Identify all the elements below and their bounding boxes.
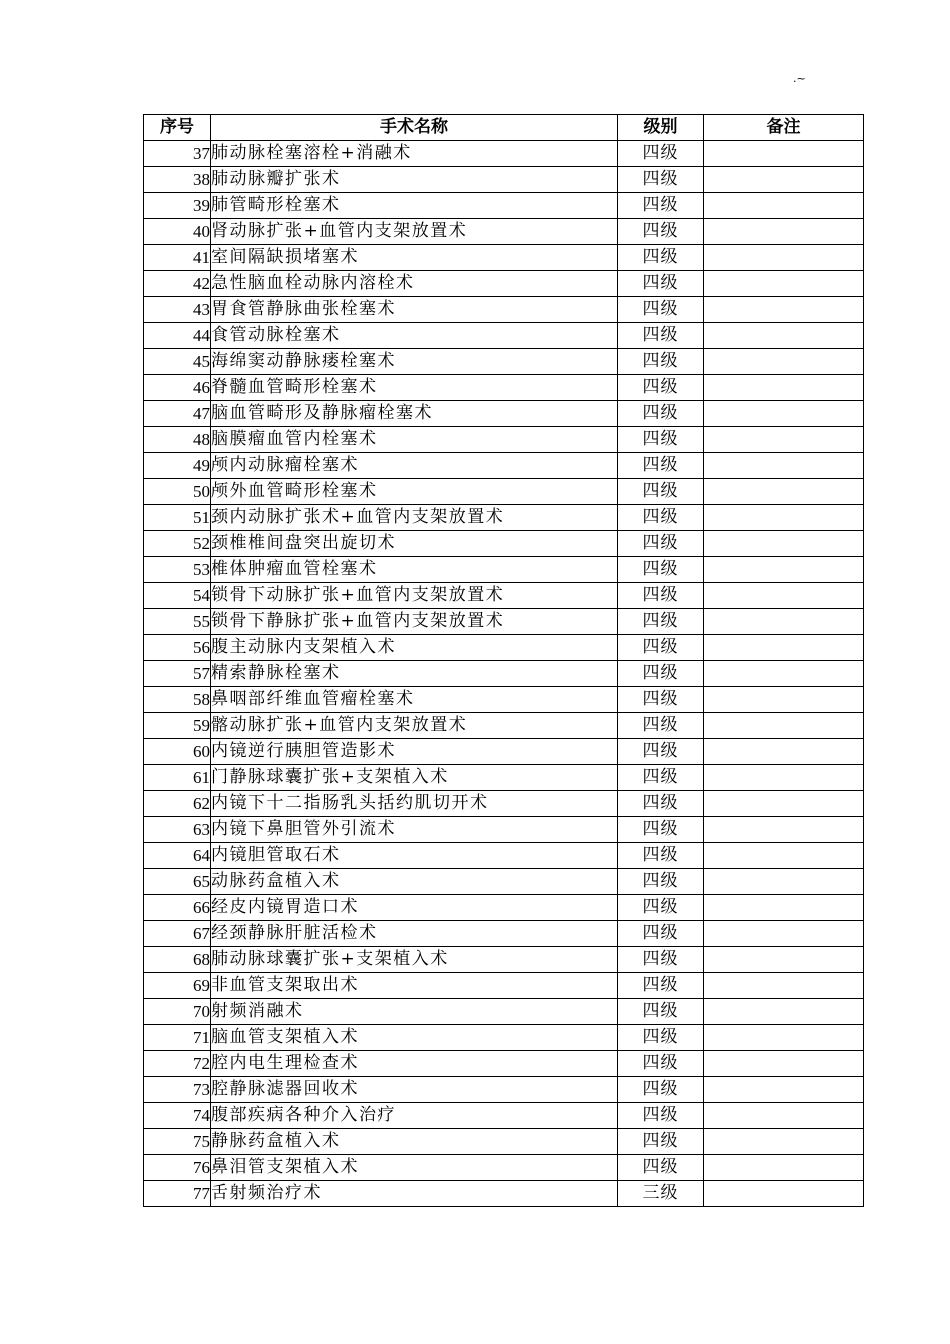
- table-row: [144, 1051, 864, 1077]
- cell-name: 脑血管畸形及静脉瘤栓塞术: [211, 401, 618, 427]
- table-row: [144, 375, 864, 401]
- cell-note: [704, 453, 864, 479]
- cell-level: 四级: [618, 739, 704, 765]
- table-row: [144, 453, 864, 479]
- cell-level: 四级: [618, 271, 704, 297]
- cell-note: [704, 687, 864, 713]
- cell-no: 66: [144, 895, 211, 921]
- table-row: [144, 1103, 864, 1129]
- table-row: [144, 765, 864, 791]
- cell-name: 动脉药盒植入术: [211, 869, 618, 895]
- table-row: [144, 1181, 864, 1207]
- cell-note: [704, 427, 864, 453]
- cell-level: 四级: [618, 635, 704, 661]
- table-row: [144, 687, 864, 713]
- table-row: [144, 193, 864, 219]
- cell-name: 门静脉球囊扩张+支架植入术: [211, 765, 618, 791]
- cell-note: [704, 1051, 864, 1077]
- cell-note: [704, 713, 864, 739]
- cell-level: 四级: [618, 765, 704, 791]
- cell-name: 锁骨下动脉扩张+血管内支架放置术: [211, 583, 618, 609]
- cell-note: [704, 375, 864, 401]
- cell-level: 四级: [618, 1051, 704, 1077]
- cell-level: 四级: [618, 869, 704, 895]
- cell-level: 四级: [618, 427, 704, 453]
- cell-no: 70: [144, 999, 211, 1025]
- cell-no: 44: [144, 323, 211, 349]
- table-body: [144, 141, 864, 1207]
- table-row: [144, 479, 864, 505]
- cell-no: 40: [144, 219, 211, 245]
- page-mark: .~: [793, 72, 806, 85]
- cell-note: [704, 791, 864, 817]
- cell-level: 四级: [618, 167, 704, 193]
- table-row: [144, 843, 864, 869]
- table-row: [144, 141, 864, 167]
- cell-name: 腹部疾病各种介入治疗: [211, 1103, 618, 1129]
- cell-name: 室间隔缺损堵塞术: [211, 245, 618, 271]
- cell-name: 射频消融术: [211, 999, 618, 1025]
- cell-name: 肾动脉扩张+血管内支架放置术: [211, 219, 618, 245]
- cell-level: 四级: [618, 453, 704, 479]
- table-row: [144, 1155, 864, 1181]
- cell-note: [704, 999, 864, 1025]
- cell-level: 四级: [618, 713, 704, 739]
- cell-level: 四级: [618, 921, 704, 947]
- cell-level: 四级: [618, 479, 704, 505]
- table-row: [144, 505, 864, 531]
- table-row: [144, 947, 864, 973]
- cell-level: 四级: [618, 1155, 704, 1181]
- cell-level: 四级: [618, 973, 704, 999]
- table-row: [144, 973, 864, 999]
- table-row: [144, 1025, 864, 1051]
- cell-name: 颅外血管畸形栓塞术: [211, 479, 618, 505]
- cell-name: 内镜下十二指肠乳头括约肌切开术: [211, 791, 618, 817]
- cell-level: 四级: [618, 999, 704, 1025]
- cell-level: 四级: [618, 245, 704, 271]
- procedure-table: [143, 114, 864, 1207]
- cell-level: 四级: [618, 1025, 704, 1051]
- cell-note: [704, 583, 864, 609]
- cell-name: 腔内电生理检查术: [211, 1051, 618, 1077]
- cell-no: 41: [144, 245, 211, 271]
- cell-note: [704, 479, 864, 505]
- cell-level: 四级: [618, 895, 704, 921]
- table-row: [144, 739, 864, 765]
- cell-level: 四级: [618, 323, 704, 349]
- cell-name: 颈椎椎间盘突出旋切术: [211, 531, 618, 557]
- cell-note: [704, 869, 864, 895]
- cell-note: [704, 1181, 864, 1207]
- table-row: [144, 635, 864, 661]
- table-row: [144, 661, 864, 687]
- cell-note: [704, 765, 864, 791]
- cell-name: 静脉药盒植入术: [211, 1129, 618, 1155]
- cell-level: 四级: [618, 661, 704, 687]
- cell-name: 非血管支架取出术: [211, 973, 618, 999]
- table-row: [144, 323, 864, 349]
- cell-note: [704, 973, 864, 999]
- cell-note: [704, 323, 864, 349]
- cell-note: [704, 635, 864, 661]
- cell-name: 舌射频治疗术: [211, 1181, 618, 1207]
- cell-level: 四级: [618, 193, 704, 219]
- cell-name: 急性脑血栓动脉内溶栓术: [211, 271, 618, 297]
- cell-level: 四级: [618, 375, 704, 401]
- header-note: 备注: [704, 115, 864, 141]
- cell-name: 肺动脉瓣扩张术: [211, 167, 618, 193]
- header-level: 级别: [618, 115, 704, 141]
- cell-name: 髂动脉扩张+血管内支架放置术: [211, 713, 618, 739]
- cell-level: 四级: [618, 843, 704, 869]
- cell-name: 锁骨下静脉扩张+血管内支架放置术: [211, 609, 618, 635]
- cell-level: 四级: [618, 583, 704, 609]
- table-row: [144, 297, 864, 323]
- cell-no: 52: [144, 531, 211, 557]
- cell-note: [704, 167, 864, 193]
- cell-name: 胃食管静脉曲张栓塞术: [211, 297, 618, 323]
- cell-note: [704, 739, 864, 765]
- header-no: 序号: [144, 115, 211, 141]
- cell-no: 48: [144, 427, 211, 453]
- cell-name: 内镜下鼻胆管外引流术: [211, 817, 618, 843]
- cell-level: 四级: [618, 817, 704, 843]
- cell-no: 62: [144, 791, 211, 817]
- table-row: [144, 713, 864, 739]
- cell-level: 四级: [618, 557, 704, 583]
- table-row: [144, 869, 864, 895]
- cell-note: [704, 817, 864, 843]
- table-row: [144, 791, 864, 817]
- cell-no: 59: [144, 713, 211, 739]
- cell-no: 51: [144, 505, 211, 531]
- cell-name: 鼻泪管支架植入术: [211, 1155, 618, 1181]
- cell-no: 39: [144, 193, 211, 219]
- cell-no: 61: [144, 765, 211, 791]
- cell-no: 49: [144, 453, 211, 479]
- cell-no: 55: [144, 609, 211, 635]
- cell-no: 57: [144, 661, 211, 687]
- cell-name: 精索静脉栓塞术: [211, 661, 618, 687]
- cell-name: 内镜逆行胰胆管造影术: [211, 739, 618, 765]
- cell-note: [704, 661, 864, 687]
- cell-no: 76: [144, 1155, 211, 1181]
- table-row: [144, 999, 864, 1025]
- table-row: [144, 245, 864, 271]
- cell-note: [704, 245, 864, 271]
- cell-no: 53: [144, 557, 211, 583]
- cell-level: 四级: [618, 505, 704, 531]
- table-row: [144, 427, 864, 453]
- cell-note: [704, 505, 864, 531]
- table-row: [144, 219, 864, 245]
- cell-level: 四级: [618, 1103, 704, 1129]
- cell-note: [704, 141, 864, 167]
- cell-name: 脊髓血管畸形栓塞术: [211, 375, 618, 401]
- cell-name: 椎体肿瘤血管栓塞术: [211, 557, 618, 583]
- cell-no: 50: [144, 479, 211, 505]
- table-row: [144, 817, 864, 843]
- cell-level: 四级: [618, 687, 704, 713]
- cell-no: 54: [144, 583, 211, 609]
- cell-name: 鼻咽部纤维血管瘤栓塞术: [211, 687, 618, 713]
- cell-note: [704, 1103, 864, 1129]
- cell-no: 47: [144, 401, 211, 427]
- cell-note: [704, 1025, 864, 1051]
- cell-note: [704, 895, 864, 921]
- cell-name: 肺管畸形栓塞术: [211, 193, 618, 219]
- cell-no: 38: [144, 167, 211, 193]
- cell-level: 四级: [618, 609, 704, 635]
- table-row: [144, 895, 864, 921]
- cell-note: [704, 921, 864, 947]
- table-row: [144, 271, 864, 297]
- cell-note: [704, 1077, 864, 1103]
- cell-note: [704, 531, 864, 557]
- table-row: [144, 531, 864, 557]
- cell-note: [704, 1129, 864, 1155]
- cell-name: 腔静脉滤器回收术: [211, 1077, 618, 1103]
- cell-note: [704, 843, 864, 869]
- cell-no: 63: [144, 817, 211, 843]
- cell-no: 46: [144, 375, 211, 401]
- cell-no: 65: [144, 869, 211, 895]
- cell-no: 72: [144, 1051, 211, 1077]
- cell-level: 四级: [618, 141, 704, 167]
- cell-level: 四级: [618, 1077, 704, 1103]
- cell-name: 肺动脉栓塞溶栓+消融术: [211, 141, 618, 167]
- cell-no: 37: [144, 141, 211, 167]
- cell-no: 60: [144, 739, 211, 765]
- cell-no: 73: [144, 1077, 211, 1103]
- cell-no: 43: [144, 297, 211, 323]
- cell-note: [704, 401, 864, 427]
- cell-no: 71: [144, 1025, 211, 1051]
- cell-no: 58: [144, 687, 211, 713]
- table-row: [144, 557, 864, 583]
- cell-note: [704, 193, 864, 219]
- cell-name: 脑膜瘤血管内栓塞术: [211, 427, 618, 453]
- cell-note: [704, 947, 864, 973]
- table-row: [144, 167, 864, 193]
- cell-level: 四级: [618, 531, 704, 557]
- cell-no: 69: [144, 973, 211, 999]
- cell-note: [704, 557, 864, 583]
- table-row: [144, 1129, 864, 1155]
- header-name: 手术名称: [211, 115, 618, 141]
- cell-note: [704, 219, 864, 245]
- cell-name: 海绵窦动静脉瘘栓塞术: [211, 349, 618, 375]
- cell-no: 77: [144, 1181, 211, 1207]
- cell-level: 四级: [618, 297, 704, 323]
- cell-level: 四级: [618, 401, 704, 427]
- cell-note: [704, 297, 864, 323]
- cell-note: [704, 1155, 864, 1181]
- cell-name: 脑血管支架植入术: [211, 1025, 618, 1051]
- cell-no: 64: [144, 843, 211, 869]
- cell-no: 75: [144, 1129, 211, 1155]
- cell-level: 四级: [618, 791, 704, 817]
- cell-no: 74: [144, 1103, 211, 1129]
- cell-name: 经皮内镜胃造口术: [211, 895, 618, 921]
- table-row: [144, 1077, 864, 1103]
- cell-name: 食管动脉栓塞术: [211, 323, 618, 349]
- cell-level: 四级: [618, 349, 704, 375]
- table-header-row: [144, 115, 864, 141]
- cell-no: 68: [144, 947, 211, 973]
- cell-name: 经颈静脉肝脏活检术: [211, 921, 618, 947]
- cell-name: 颈内动脉扩张术+血管内支架放置术: [211, 505, 618, 531]
- table-row: [144, 921, 864, 947]
- cell-note: [704, 609, 864, 635]
- cell-level: 四级: [618, 1129, 704, 1155]
- cell-level: 三级: [618, 1181, 704, 1207]
- cell-no: 67: [144, 921, 211, 947]
- cell-no: 45: [144, 349, 211, 375]
- cell-name: 肺动脉球囊扩张+支架植入术: [211, 947, 618, 973]
- cell-no: 56: [144, 635, 211, 661]
- table-row: [144, 401, 864, 427]
- table-row: [144, 349, 864, 375]
- cell-name: 颅内动脉瘤栓塞术: [211, 453, 618, 479]
- table-row: [144, 583, 864, 609]
- cell-note: [704, 349, 864, 375]
- cell-name: 腹主动脉内支架植入术: [211, 635, 618, 661]
- cell-level: 四级: [618, 947, 704, 973]
- cell-no: 42: [144, 271, 211, 297]
- cell-note: [704, 271, 864, 297]
- cell-level: 四级: [618, 219, 704, 245]
- cell-name: 内镜胆管取石术: [211, 843, 618, 869]
- table-row: [144, 609, 864, 635]
